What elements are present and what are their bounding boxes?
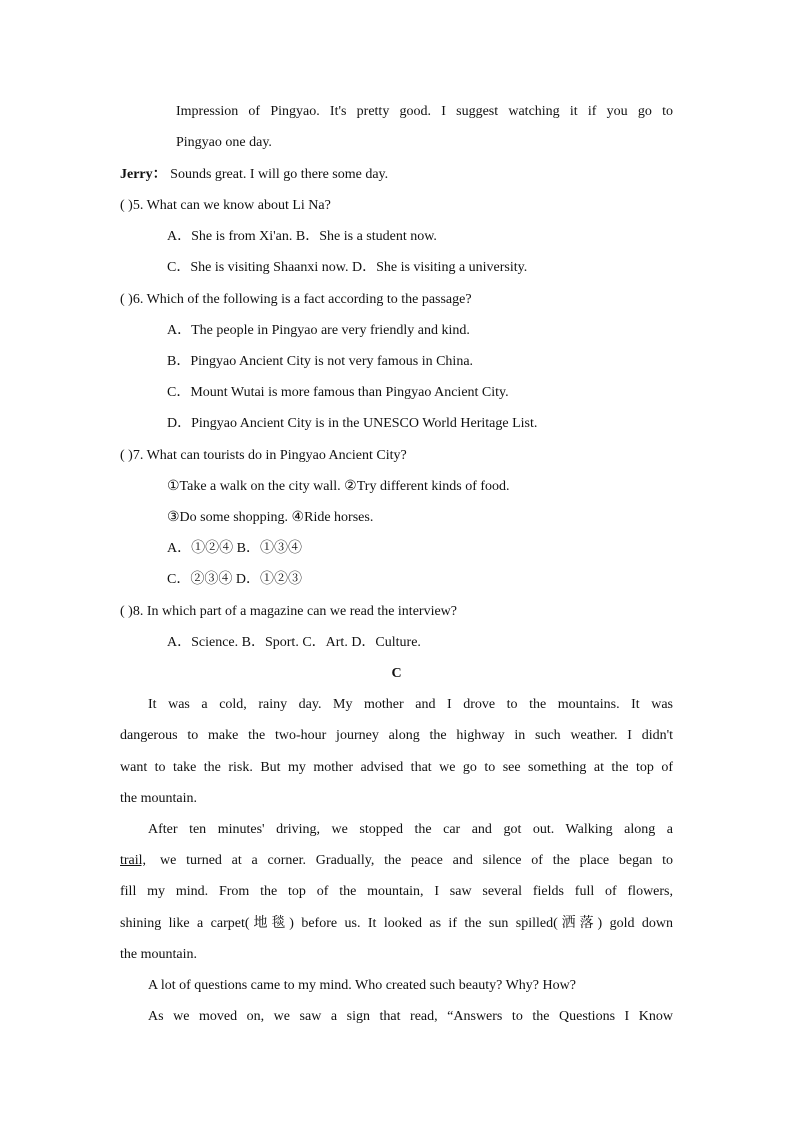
- question-option: A．①②④ B．①③④: [167, 541, 302, 556]
- question-option: C．She is visiting Shaanxi now. D．She is visiting a university.: [167, 260, 528, 275]
- paragraph-line: want to take the risk. But my mother advised that we go to see something at the top of: [120, 760, 673, 775]
- paragraph-line: As we moved on, we saw a sign that read, “Answers to the Questions I Know: [148, 1009, 673, 1024]
- paragraph-line: fill my mind. From the top of the mountain, I saw several fields full of flowers,: [120, 884, 673, 899]
- paragraph-line: After ten minutes' driving, we stopped the car and got out. Walking along a: [148, 822, 673, 837]
- question-stem: ( )8. In which part of a magazine can we read the interview?: [120, 604, 458, 619]
- question-stem: ( )7. What can tourists do in Pingyao Ancient City?: [120, 448, 407, 463]
- paragraph-line: dangerous to make the two-hour journey along the highway in such weather. I didn't: [120, 728, 673, 743]
- speaker-label: Jerry：: [120, 167, 167, 182]
- question-stem: ( )6. Which of the following is a fact according to the passage?: [120, 292, 472, 307]
- speaker-text: Sounds great. I will go there some day.: [170, 167, 389, 182]
- question-option: C．②③④ D．①②③: [167, 572, 302, 587]
- question-option: ①Take a walk on the city wall. ②Try different kinds of food.: [167, 479, 510, 494]
- question-option: ③Do some shopping. ④Ride horses.: [167, 510, 374, 525]
- dialogue-line: Impression of Pingyao. It's pretty good. I suggest watching it if you go to: [176, 104, 673, 119]
- paragraph-line: It was a cold, rainy day. My mother and I drove to the mountains. It was: [148, 697, 673, 712]
- question-option: A．She is from Xi'an. B．She is a student now.: [167, 229, 437, 244]
- underlined-word: trail,: [120, 853, 147, 868]
- dialogue-line: Pingyao one day.: [176, 135, 272, 150]
- question-option: B．Pingyao Ancient City is not very famous in China.: [167, 354, 474, 369]
- paragraph-text: we turned at a corner. Gradually, the peace and silence of the place began to: [160, 853, 673, 868]
- paragraph-line-trail: [120, 851, 673, 871]
- question-option: A．Science. B．Sport. C．Art. D．Culture.: [167, 635, 421, 650]
- paragraph-line: the mountain.: [120, 947, 197, 962]
- paragraph-line: shining like a carpet(地毯) before us. It looked as if the sun spilled(洒落) gold down: [120, 916, 673, 931]
- question-option: C．Mount Wutai is more famous than Pingyao Ancient City.: [167, 385, 509, 400]
- paragraph-line: the mountain.: [120, 791, 197, 806]
- paragraph-line: A lot of questions came to my mind. Who created such beauty? Why? How?: [148, 978, 576, 993]
- section-heading: C: [391, 666, 402, 681]
- question-option: D．Pingyao Ancient City is in the UNESCO World Heritage List.: [167, 416, 538, 431]
- dialogue-line-jerry: [120, 165, 388, 185]
- question-option: A．The people in Pingyao are very friendly and kind.: [167, 323, 470, 338]
- question-stem: ( )5. What can we know about Li Na?: [120, 198, 331, 213]
